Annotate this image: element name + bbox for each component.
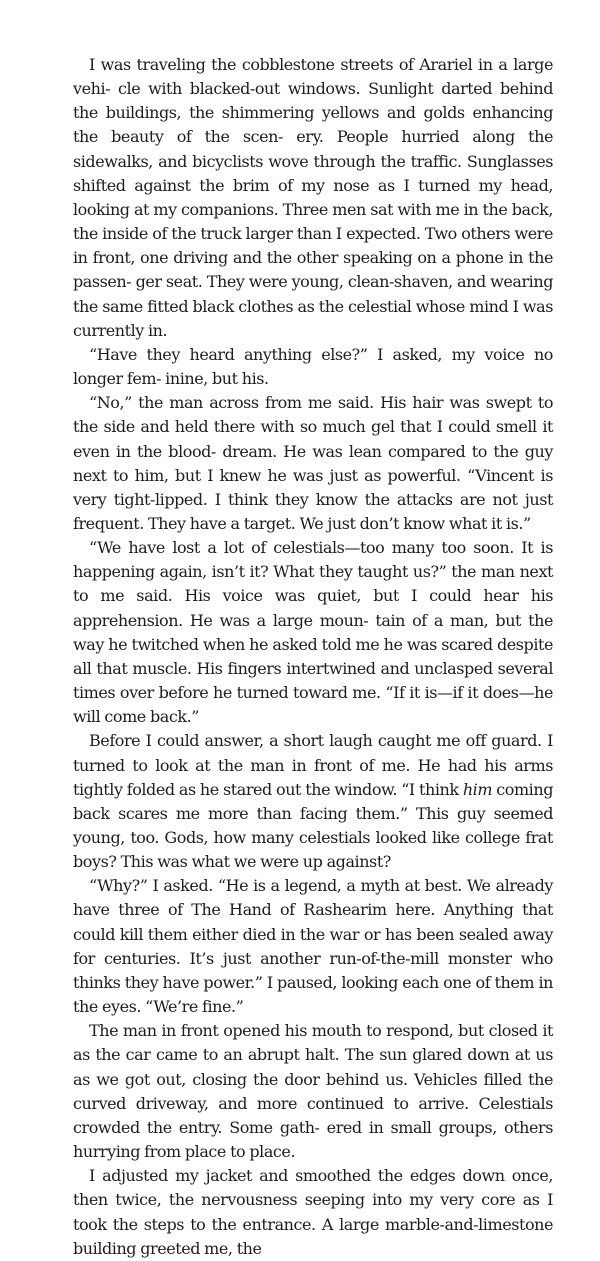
text-line: and held there with so much gel that I could smell it even in the blood- — [73, 417, 554, 461]
text-line: I was traveling the cobblestone streets of Arariel in a large vehi- — [73, 55, 553, 99]
text-line-italic: him — [462, 779, 493, 799]
text-line: tain of a man, but the way he twitched when he asked told me he was — [73, 610, 553, 654]
text-line: car came to an abrupt halt. The sun glared down at us as we got out, — [73, 1045, 553, 1089]
text-line: back, the inside of the truck larger than I expected. Two others were — [73, 199, 553, 244]
text-line: closing the door behind us. Vehicles filled the curved driveway, and — [73, 1069, 553, 1113]
text-line: dream. He was lean compared to the guy next to him, but I knew he — [73, 441, 553, 485]
text-line: looked like college frat boys? This was what we were up against? — [73, 828, 554, 872]
text-line: inine, but his. — [165, 369, 269, 389]
book-page — [73, 53, 553, 1261]
text-line: the attacks are not just frequent. They have a target. We just don’t — [73, 489, 554, 533]
text-line: “No,” the man across from me said. His hair was swept to the side — [73, 393, 553, 437]
text-line: “Why?” I asked. “He is a legend, a myth at best. We already have — [73, 876, 553, 920]
paragraph-4 — [73, 536, 553, 729]
text-line: was quiet, but I could hear his apprehension. He was a large moun- — [73, 586, 554, 630]
text-line: the entrance. A large marble-and-limestone building greeted me, the — [73, 1214, 554, 1258]
text-line: ered in small groups, others hurrying from place to place. — [73, 1117, 553, 1162]
paragraph-7 — [73, 1019, 553, 1164]
text-line: the shimmering yellows and golds enhancing the beauty of the scen- — [73, 103, 553, 147]
text-line: twice, the nervousness seeping into my very core as I took the steps to — [73, 1190, 553, 1234]
text-line: The man in front opened his mouth to respond, but closed it as the — [73, 1021, 553, 1065]
text-line: my head, looking at my companions. Three men sat with me in the — [73, 175, 553, 219]
text-line: more continued to arrive. Celestials crowded the entry. Some gath- — [73, 1093, 553, 1137]
text-line: cle with blacked-out windows. Sunlight darted behind the buildings, — [73, 79, 553, 123]
paragraph-6 — [73, 874, 553, 1019]
text-line: facing them.” This guy seemed young, too. Gods, how many celestials — [73, 803, 554, 847]
paragraph-3 — [73, 391, 553, 536]
text-line: was just as powerful. “Vincent is very tight-lipped. I think they know — [73, 465, 553, 509]
text-line: three of The Hand of Rashearim here. Anything that could kill them — [73, 900, 553, 944]
text-line: another run-of-the-mill monster who thinks they have power.” I — [73, 948, 553, 992]
text-line: scared despite all that muscle. His fingers intertwined and unclasped — [73, 634, 553, 678]
text-line: I adjusted my jacket and smoothed the edges down once, then — [73, 1166, 553, 1210]
text-line: again, isn’t it? What they taught us?” the man next to me said. His voice — [73, 562, 553, 606]
text-line: black clothes as the celestial whose mind I was currently in. — [73, 296, 553, 340]
text-line: the traffic. Sunglasses shifted against the brim of my nose as I turned — [73, 151, 553, 195]
text-line: several times over before he turned toward me. “If it is—if it does—he — [73, 658, 553, 703]
text-line: will come back.” — [73, 707, 199, 727]
paragraph-8 — [73, 1164, 553, 1261]
paragraph-5 — [73, 729, 553, 874]
text-line: to look at the man in front of me. He had his arms tightly folded as he — [73, 755, 553, 799]
text-line: ger seat. They were young, clean-shaven, and wearing the same fitted — [73, 272, 553, 316]
text-line: “We have lost a lot of celestials—too many too soon. It is happening — [73, 538, 553, 582]
text-line: either died in the war or has been sealed away for centuries. It’s just — [73, 924, 553, 968]
paragraph-2 — [73, 343, 553, 391]
text-line: stared out the window. “I think — [222, 779, 459, 799]
text-line: Before I could answer, a short laugh caught me off guard. I turned — [73, 731, 553, 775]
text-line: coming back scares me more than — [73, 779, 553, 823]
text-line: “Have they heard anything else?” I asked, my voice no longer fem- — [73, 344, 553, 389]
text-line: ery. People hurried along the sidewalks, and bicyclists wove through — [73, 127, 553, 171]
text-line: paused, looking each one of them in the eyes. “We’re fine.” — [73, 972, 553, 1017]
text-line: know what it is.” — [403, 513, 531, 533]
text-line: in front, one driving and the other speaking on a phone in the passen- — [73, 248, 553, 292]
paragraph-1 — [73, 53, 553, 343]
